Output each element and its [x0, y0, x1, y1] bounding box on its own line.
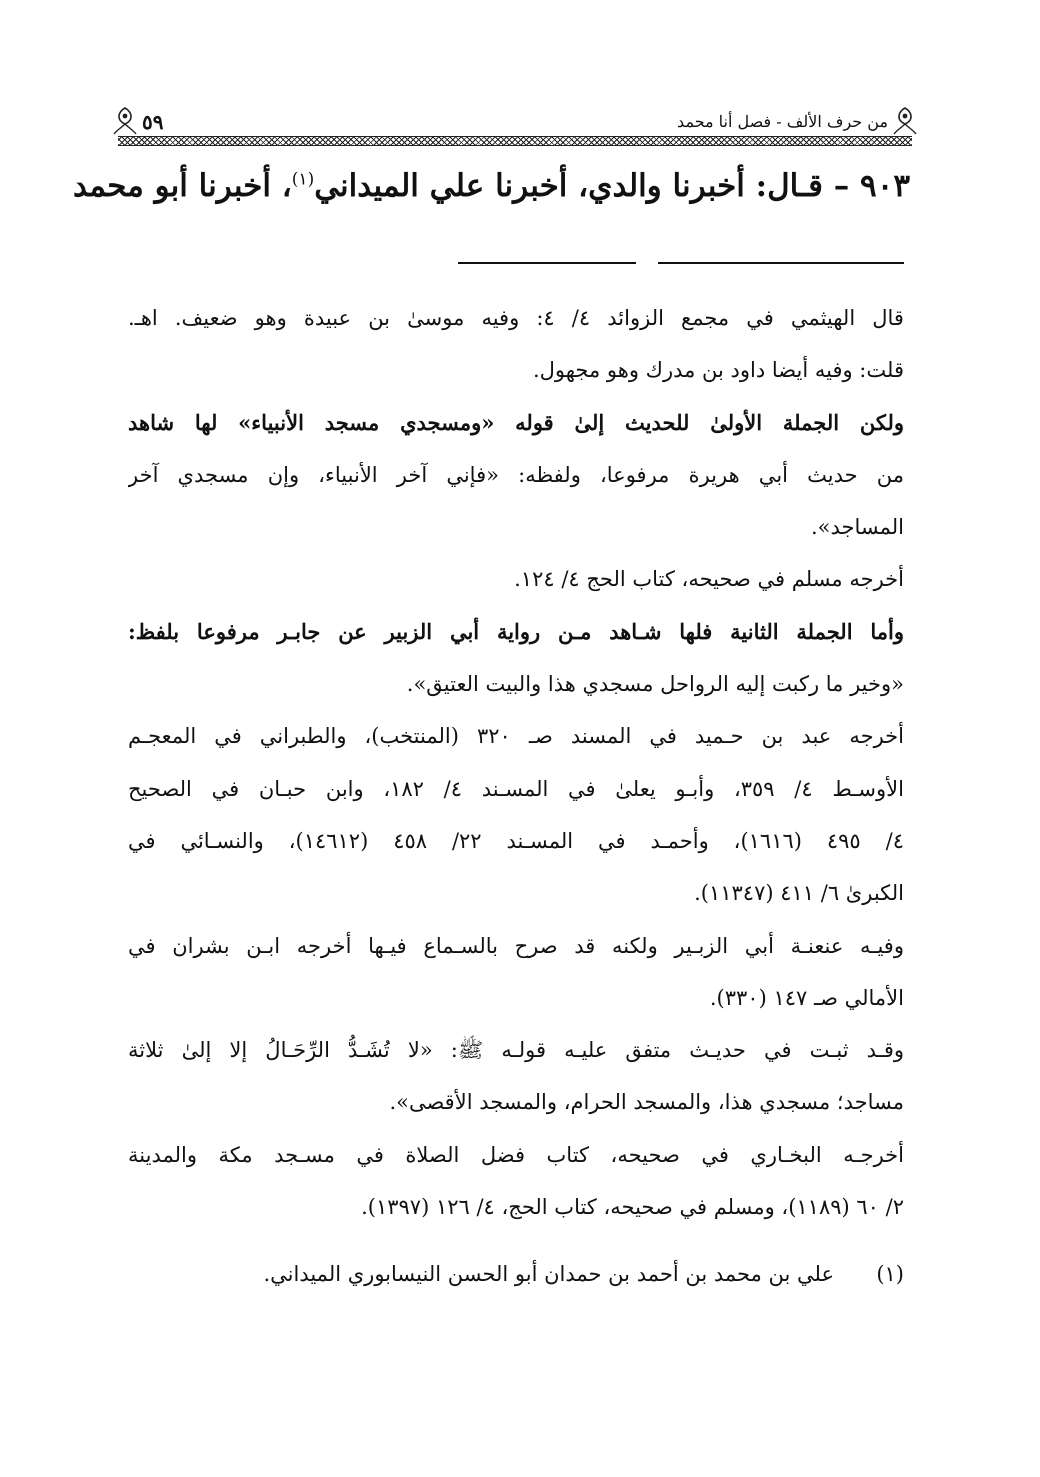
note-line: أخرجه مسلم في صحيحه، كتاب الحج ٤/ ١٢٤.: [514, 567, 904, 592]
ornament-icon: [112, 106, 138, 136]
note-line: أخرجه عبد بن حـميد في المسند صـ ٣٢٠ (المنتخب)، والطبراني في المعجـم: [128, 724, 904, 749]
page-number: ٥٩: [142, 110, 164, 134]
hadith-text-end: ، أخبرنا أبو محمد: [73, 168, 292, 204]
hadith-text-start: ٩٠٣ – قـال: أخبرنا والدي، أخبرنا علي الميداني: [314, 168, 910, 204]
note-line: الأوسـط ٤/ ٣٥٩، وأبـو يعلىٰ في المسـند ٤/ ١٨٢، وابن حبـان في الصحيح: [128, 776, 904, 801]
commentary-notes: [128, 292, 904, 1233]
footnote-text: علي بن محمد بن أحمد بن حمدان أبو الحسن النيسابوري الميداني.: [263, 1262, 834, 1286]
hadith-text: [73, 168, 910, 204]
footnote-mark: (١): [876, 1262, 904, 1286]
footnote-reference: (١): [291, 169, 315, 190]
note-line: «وخير ما ركبت إليه الرواحل مسجدي هذا والبيت العتيق».: [406, 672, 904, 697]
note-line: قلت: وفيه أيضا داود بن مدرك وهو مجهول.: [532, 358, 904, 383]
note-line: وقـد ثبـت في حديـث متفق عليـه قولـه ﷺ: «لا تُشَـدُّ الرِّحَـالُ إلا إلىٰ ثلاثة: [128, 1038, 904, 1063]
note-line: قال الهيثمي في مجمع الزوائد ٤/ ٤: وفيه موسىٰ بن عبيدة وهو ضعيف. اهـ.: [128, 306, 904, 330]
running-header: [112, 100, 918, 146]
note-line: ٤/ ٤٩٥ (١٦١٦)، وأحمـد في المسـند ٢٢/ ٤٥٨ (١٤٦١٢)، والنسـائي في: [128, 828, 904, 853]
note-line: أخرجـه البخـاري في صحيحه، كتاب فضل الصلاة في مسـجد مكة والمدينة: [128, 1142, 904, 1167]
header-ornamental-rule: [118, 136, 912, 146]
footnote-separator: [658, 262, 904, 264]
note-line: الأمالي صـ ١٤٧ (٣٣٠).: [709, 985, 904, 1010]
note-line: ولكن الجملة الأولىٰ للحديث إلىٰ قوله «ومسجدي مسجد الأنبياء» لها شاهد: [128, 409, 904, 435]
note-line: وفيـه عنعنـة أبي الزبـير ولكنه قد صرح بالسـماع فيـها أخرجه ابـن بشران في: [128, 933, 904, 958]
ornament-icon: [892, 106, 918, 136]
note-line: المساجد».: [810, 515, 904, 540]
note-line: وأما الجملة الثانية فلها شـاهد مـن رواية أبي الزبير عن جابـر مرفوعا بلفظ:: [128, 618, 904, 644]
footnote-separator: [458, 262, 636, 264]
note-line: ٢/ ٦٠ (١١٨٩)، ومسلم في صحيحه، كتاب الحج، ٤/ ١٢٦ (١٣٩٧).: [361, 1195, 904, 1220]
note-line: مساجد؛ مسجدي هذا، والمسجد الحرام، والمسجد الأقصى».: [389, 1090, 904, 1115]
header-title: من حرف الألف - فصل أنا محمد: [677, 112, 888, 131]
note-line: من حديث أبي هريرة مرفوعا، ولفظه: «فإني آخر الأنبياء، وإن مسجدي آخر: [128, 462, 904, 487]
note-line: الكبرىٰ ٦/ ٤١١ (١١٣٤٧).: [694, 881, 904, 906]
footnote: [128, 1262, 904, 1286]
